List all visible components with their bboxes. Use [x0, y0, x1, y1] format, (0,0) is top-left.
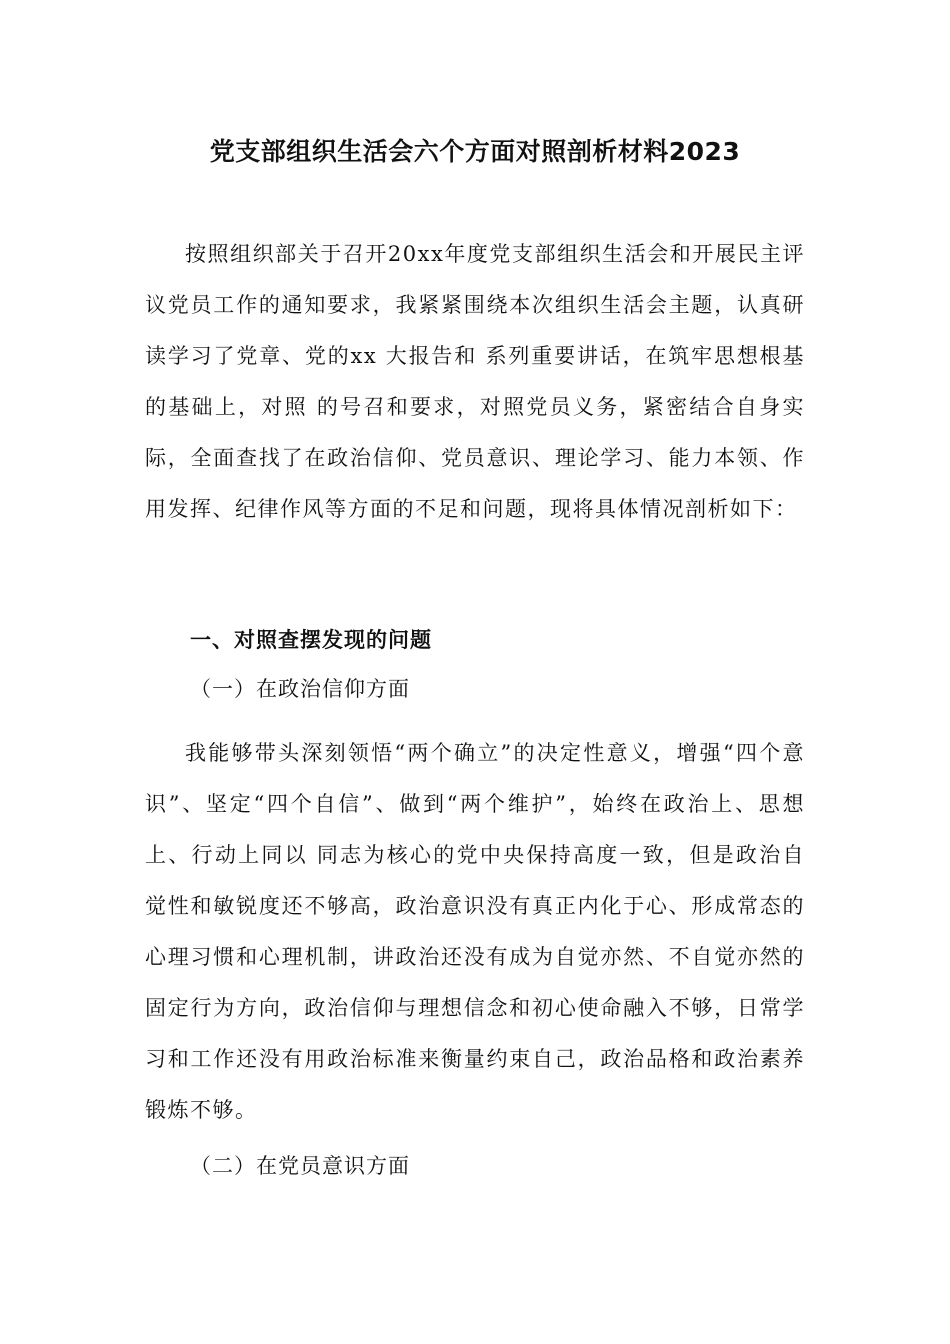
subsection-heading-2: （二）在党员意识方面 — [190, 1154, 410, 1178]
subsection-heading-1: （一）在政治信仰方面 — [190, 677, 410, 701]
section-heading-1: 一、对照查摆发现的问题 — [190, 628, 432, 652]
subsection-body-1: 我能够带头深刻领悟“两个确立”的决定性意义，增强“四个意识”、坚定“四个自信”、做到“两个维护”，始终在政治上、思想上、行动上同以 同志为核心的党中央保持高度一致，但是政治自觉性和敏锐度还不够高，政治意识没有真正内化于心、形成常态的心理习惯和心理机制，讲政治还没有成为自觉亦然、不自觉亦然的固定行为方向，政治信仰与理想信念和初心使命融入不够，日常学习和工作还没有用政治标准来衡量约束自己，政治品格和政治素养锻炼不够。 — [145, 741, 805, 1122]
intro-paragraph: 按照组织部关于召开20xx年度党支部组织生活会和开展民主评议党员工作的通知要求，我紧紧围绕本次组织生活会主题，认真研读学习了党章、党的xx 大报告和 系列重要讲话，在筑牢思想根基的基础上，对照 的号召和要求，对照党员义务，紧密结合自身实际，全面查找了在政治信仰、党员意识、理论学习、能力本领、作用发挥、纪律作风等方面的不足和问题，现将具体情况剖析如下： — [145, 242, 805, 521]
document-title: 党支部组织生活会六个方面对照剖析材料2023 — [209, 137, 741, 166]
